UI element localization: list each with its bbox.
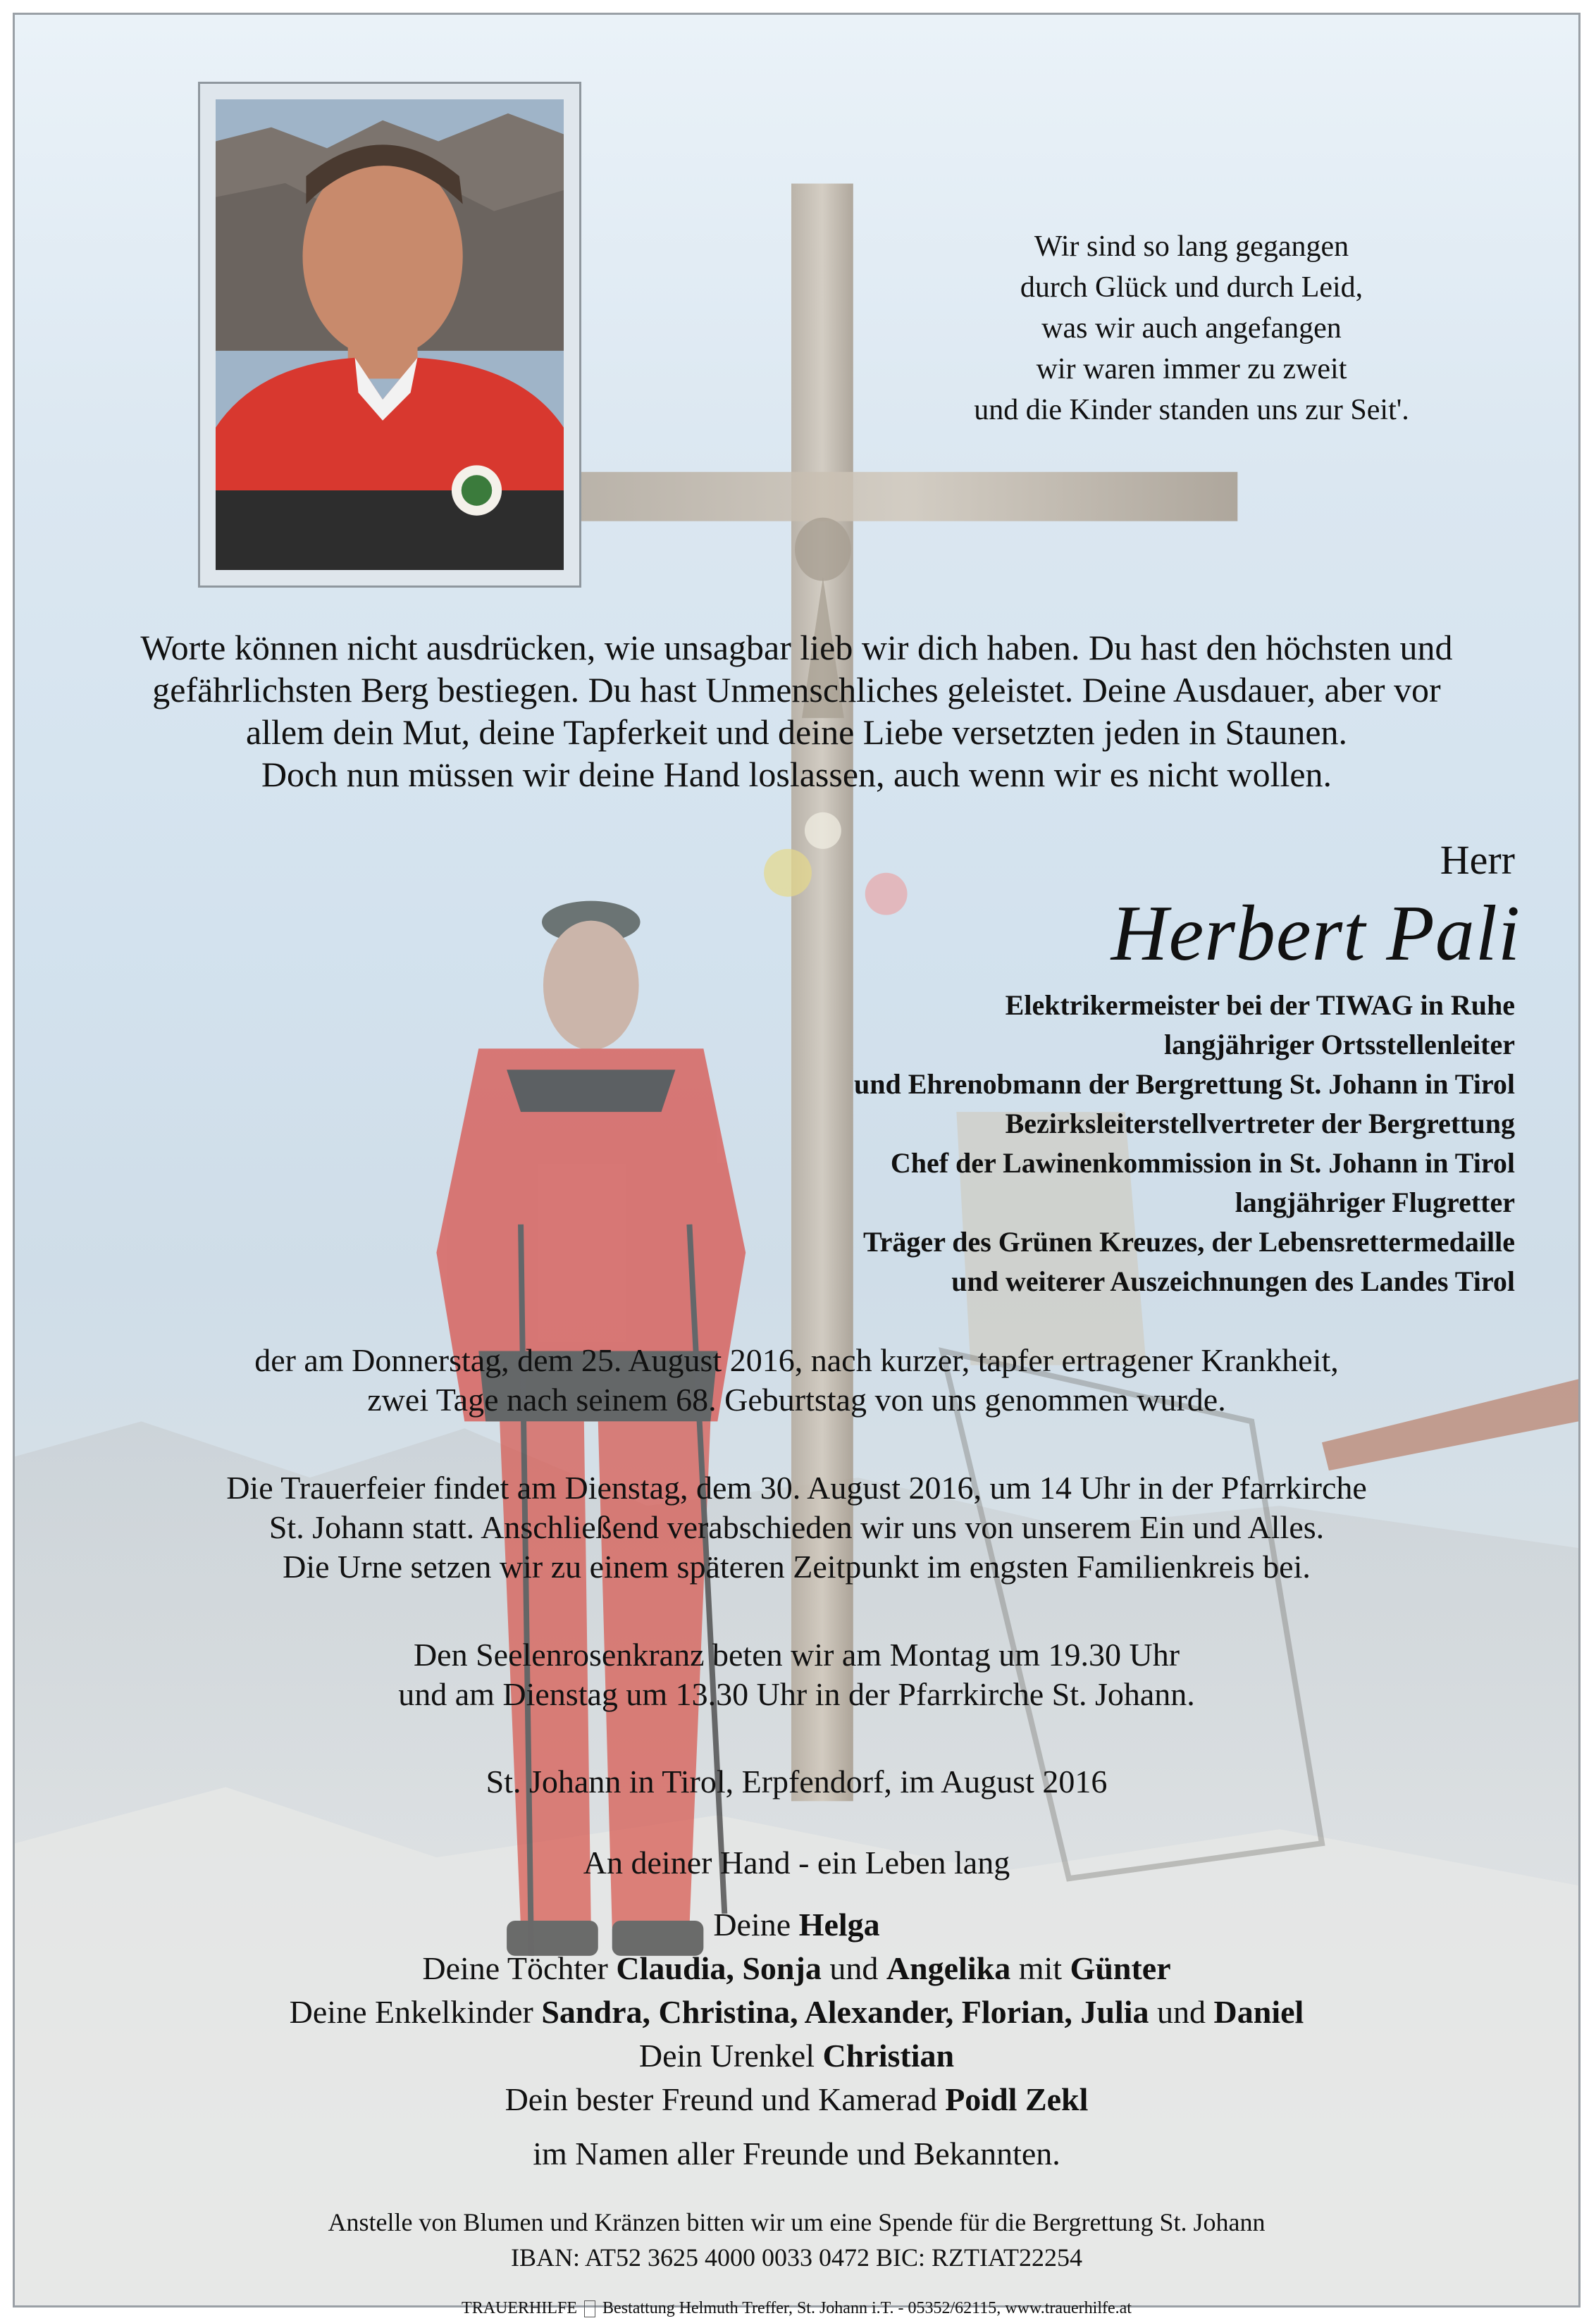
footer-text: Bestattung Helmuth Treffer, St. Johann i.T. - 05352/62115, www.trauerhilfe.at	[602, 2299, 1132, 2317]
title-line: langjähriger Flugretter	[1235, 1187, 1515, 1218]
deceased-name: Herbert Pali	[1111, 890, 1521, 977]
wife-prefix: Deine	[713, 1907, 799, 1943]
grandchildren-names: Sandra, Christina, Alexander, Florian, Julia	[541, 1994, 1149, 2030]
poem-line: durch Glück und durch Leid,	[1020, 271, 1363, 304]
title-line: und weiterer Auszeichnungen des Landes Tirol	[951, 1265, 1515, 1297]
family-line-great-grandchild	[15, 2034, 1578, 2078]
daughters-with: mit	[1010, 1950, 1070, 1986]
death-notice-line: der am Donnerstag, dem 25. August 2016, nach kurzer, tapfer ertragener Krankheit,	[254, 1342, 1339, 1378]
grandchildren-and: und	[1149, 1994, 1214, 2030]
intro-line: gefährlichsten Berg bestiegen. Du hast Unmenschliches geleistet. Deine Ausdauer, aber vor	[152, 670, 1441, 710]
portrait-photo	[198, 82, 581, 588]
on-behalf: im Namen aller Freunde und Bekannten.	[533, 2136, 1060, 2172]
title-line: langjähriger Ortsstellenleiter	[1163, 1029, 1515, 1060]
grandchildren-prefix: Deine Enkelkinder	[289, 1994, 542, 2030]
daughters-names: Claudia, Sonja	[616, 1950, 822, 1986]
poem-line: Wir sind so lang gegangen	[1034, 230, 1349, 263]
title-line: Chef der Lawinenkommission in St. Johann in Tirol	[890, 1147, 1515, 1179]
title-line: Elektrikermeister bei der TIWAG in Ruhe	[1005, 989, 1515, 1021]
family-line-daughters	[15, 1947, 1578, 1990]
family-line-grandchildren	[15, 1990, 1578, 2034]
page-frame	[13, 13, 1580, 2317]
intro-line: Worte können nicht ausdrücken, wie unsagbar lieb wir dich haben. Du hast den höchsten und	[140, 628, 1453, 667]
friend-prefix: Dein bester Freund und Kamerad	[505, 2081, 946, 2117]
daughters-and: und	[821, 1950, 886, 1986]
poem-line: wir waren immer zu zweit	[1036, 353, 1347, 385]
ceremony-info	[15, 1468, 1578, 1587]
grandchild-name: Daniel	[1213, 1994, 1304, 2030]
wife-name: Helga	[798, 1907, 880, 1943]
donation-line: Anstelle von Blumen und Kränzen bitten wir um eine Spende für die Bergrettung St. Johann	[328, 2208, 1266, 2236]
ceremony-line: Die Urne setzen wir zu einem späteren Zeitpunkt im engsten Familienkreis bei.	[283, 1549, 1311, 1585]
title-line: Bezirksleiterstellvertreter der Bergrettung	[1005, 1108, 1515, 1139]
funeral-home-footer	[15, 2298, 1578, 2319]
family-line-friend	[15, 2078, 1578, 2121]
friend-name: Poidl Zekl	[945, 2081, 1089, 2117]
title-line: und Ehrenobmann der Bergrettung St. Johann in Tirol	[853, 1068, 1515, 1100]
family-list	[15, 1903, 1578, 2121]
place-date: St. Johann in Tirol, Erpfendorf, im August 2016	[485, 1764, 1108, 1799]
intro-paragraph	[15, 626, 1578, 795]
intro-line: allem dein Mut, deine Tapferkeit und deine Liebe versetzten jeden in Staunen.	[245, 712, 1348, 752]
daughters-prefix: Deine Töchter	[422, 1950, 617, 1986]
footer-brand: TRAUERHILFE	[462, 2299, 578, 2317]
rosary-line: Den Seelenrosenkranz beten wir am Montag um 19.30 Uhr	[413, 1637, 1180, 1673]
death-notice-line: zwei Tage nach seinem 68. Geburtstag von uns genommen wurde.	[367, 1382, 1226, 1418]
closing-line: An deiner Hand - ein Leben lang	[583, 1845, 1010, 1881]
family-line-wife	[15, 1903, 1578, 1947]
death-notice	[15, 1341, 1578, 1420]
poem-line: und die Kinder standen uns zur Seit'.	[974, 394, 1409, 426]
rosary-info	[15, 1635, 1578, 1714]
ceremony-line: St. Johann statt. Anschließend verabschieden wir uns von unserem Ein und Alles.	[268, 1509, 1325, 1545]
great-grandchild-name: Christian	[822, 2038, 955, 2074]
donation-request	[15, 2205, 1578, 2275]
intro-line: Doch nun müssen wir deine Hand loslassen, auch wenn wir es nicht wollen.	[261, 755, 1332, 794]
daughter-name: Angelika	[886, 1950, 1011, 1986]
rosary-line: und am Dienstag um 13.30 Uhr in der Pfarrkirche St. Johann.	[398, 1676, 1195, 1712]
poem-line: was wir auch angefangen	[1041, 312, 1342, 345]
titles-list	[854, 986, 1515, 1301]
portrait-image	[216, 99, 564, 570]
salutation: Herr	[1440, 837, 1515, 883]
great-grandchild-prefix: Dein Urenkel	[638, 2038, 823, 2074]
title-line: Träger des Grünen Kreuzes, der Lebensrettermedaille	[862, 1226, 1515, 1258]
son-in-law-name: Günter	[1070, 1950, 1171, 1986]
poem	[839, 226, 1544, 430]
ceremony-line: Die Trauerfeier findet am Dienstag, dem 30. August 2016, um 14 Uhr in der Pfarrkirche	[226, 1470, 1367, 1506]
donation-iban: IBAN: AT52 3625 4000 0033 0472 BIC: RZTIAT22254	[510, 2243, 1082, 2272]
footer-logo-icon	[584, 2300, 595, 2317]
